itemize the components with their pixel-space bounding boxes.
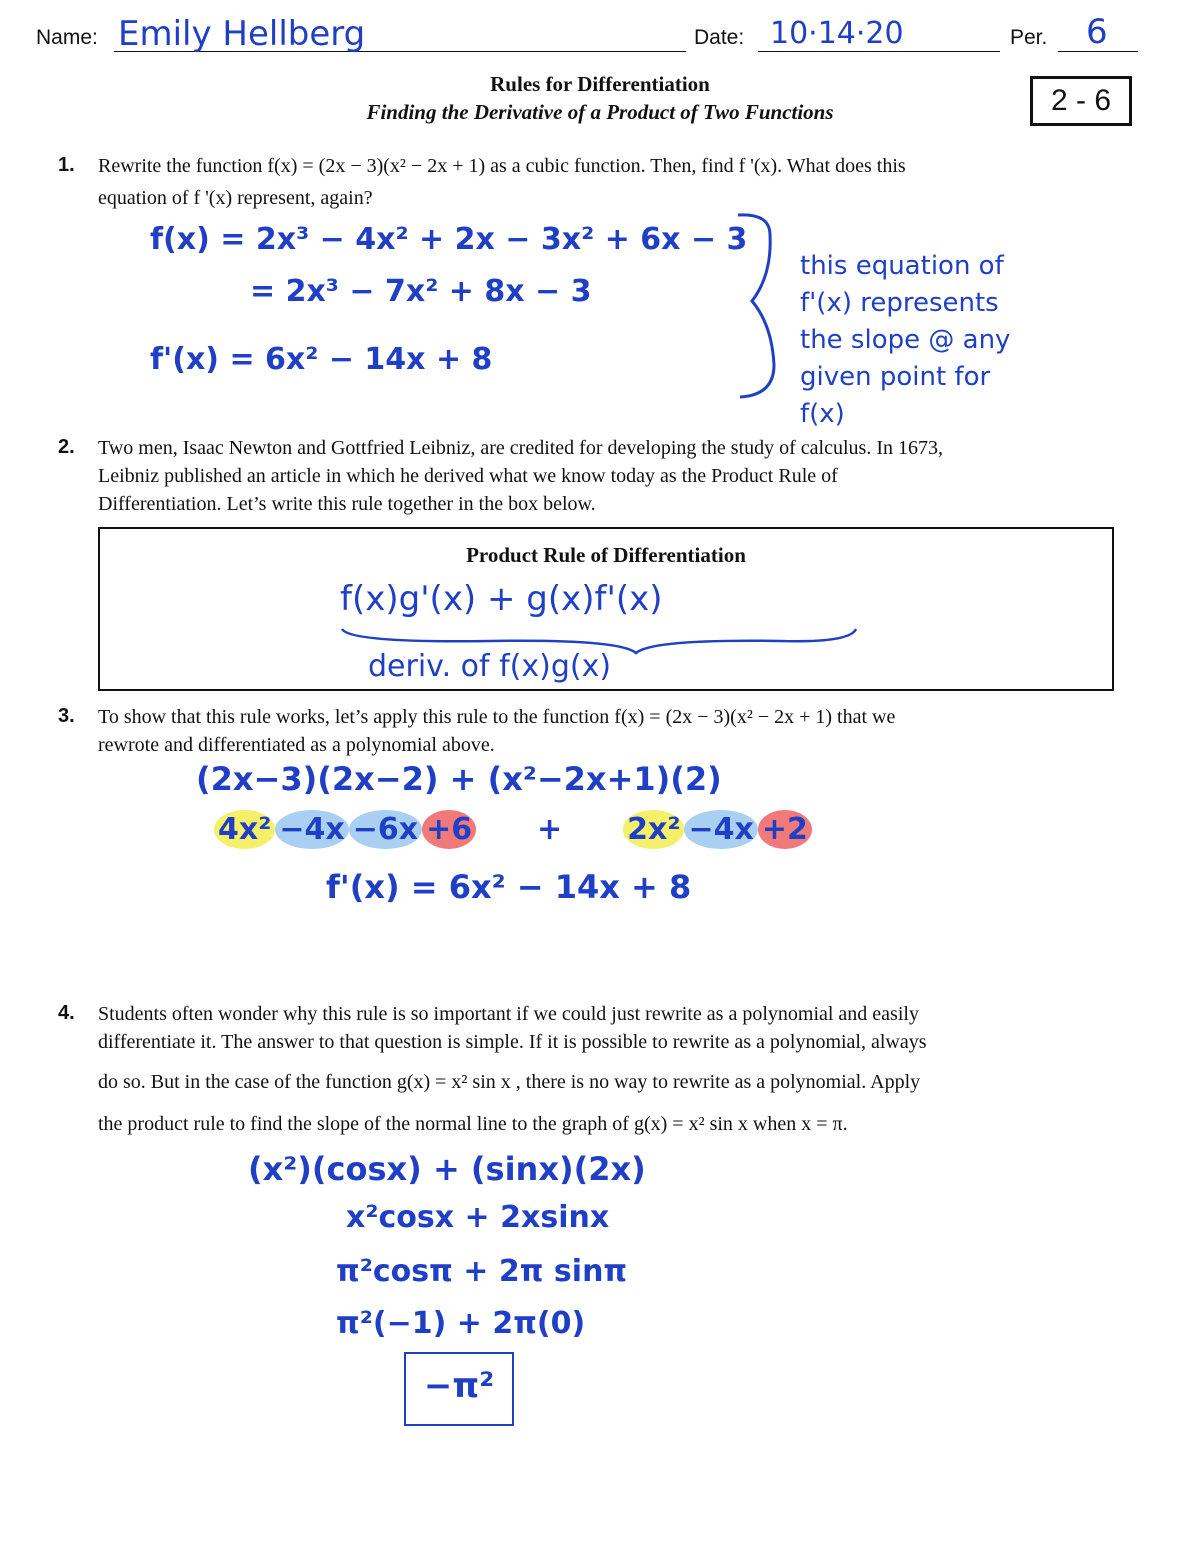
lesson-code-box <box>1030 76 1132 126</box>
highlighted-term: 2x² <box>623 810 684 849</box>
product-rule-box <box>98 527 1114 691</box>
period-label: Per. <box>1010 26 1048 49</box>
name-label: Name: <box>36 26 98 49</box>
q3-text <box>98 703 1158 759</box>
q4-text-line: do so. But in the case of the function g(x) = x² sin x , there is no way to rewrite as a polynomial. Apply <box>98 1071 921 1093</box>
q3-terms-row <box>214 810 812 849</box>
brace-drawing <box>730 205 790 405</box>
q1-work-line: f(x) = 2x³ − 4x² + 2x − 3x² + 6x − 3 <box>150 222 748 257</box>
product-rule-title: Product Rule of Differentiation <box>466 543 746 567</box>
answer-box <box>404 1352 514 1426</box>
q3-text-line: rewrote and differentiated as a polynomial above. <box>98 734 495 756</box>
q4-text-line: Students often wonder why this rule is so important if we could just rewrite as a polynomial and easily <box>98 1003 919 1025</box>
q4-work-line: (x²)(cosx) + (sinx)(2x) <box>248 1150 646 1188</box>
q1-number: 1. <box>58 154 75 176</box>
q3-work-line: (2x−3)(2x−2) + (x²−2x+1)(2) <box>196 760 722 798</box>
date-line <box>758 51 1000 52</box>
q4-text <box>98 1000 1168 1138</box>
q3-result: f'(x) = 6x² − 14x + 8 <box>326 868 692 906</box>
q1-note-line: given point for <box>800 362 991 392</box>
answer-value: −π² <box>423 1366 495 1406</box>
date-value: 10·14·20 <box>770 16 904 51</box>
page-title: Rules for Differentiation <box>490 72 710 96</box>
highlighted-term: +6 <box>422 810 476 849</box>
highlighted-term: −6x <box>349 810 422 849</box>
q4-text-line: the product rule to find the slope of the normal line to the graph of g(x) = x² sin x when x = π. <box>98 1113 848 1135</box>
highlighted-term: −4x <box>275 810 348 849</box>
page-subtitle: Finding the Derivative of a Product of Two Functions <box>366 100 834 124</box>
q3-text-line: To show that this rule works, let’s apply this rule to the function f(x) = (2x − 3)(x² − 2x + 1) that we <box>98 706 896 728</box>
q4-work-line: π²cosπ + 2π sinπ <box>336 1254 628 1289</box>
q1-work-line: = 2x³ − 7x² + 8x − 3 <box>250 274 592 309</box>
q3-number: 3. <box>58 705 75 727</box>
date-label: Date: <box>694 26 745 49</box>
q1-work-line: f'(x) = 6x² − 14x + 8 <box>150 342 493 377</box>
q1-note-line: this equation of <box>800 251 1004 281</box>
lesson-code: 2 - 6 <box>1050 84 1112 117</box>
q2-text-line: Differentiation. Let’s write this rule together in the box below. <box>98 493 596 515</box>
highlighted-term: −4x <box>684 810 757 849</box>
q4-work-line: x²cosx + 2xsinx <box>346 1200 610 1235</box>
q1-note-line: f(x) <box>800 399 845 429</box>
q1-note-line: f'(x) represents <box>800 288 999 318</box>
q1-text-line: Rewrite the function f(x) = (2x − 3)(x² − 2x + 1) as a cubic function. Then, find f '(x). What does this <box>98 155 906 177</box>
q1-note <box>800 248 1010 433</box>
q1-text-line: equation of f '(x) represent, again? <box>98 187 373 209</box>
highlighted-term: +2 <box>758 810 812 849</box>
q4-number: 4. <box>58 1002 75 1024</box>
plus-sign: + <box>537 812 563 847</box>
period-value: 6 <box>1086 12 1108 52</box>
q2-text <box>98 434 1158 518</box>
name-value: Emily Hellberg <box>118 14 366 54</box>
q2-text-line: Two men, Isaac Newton and Gottfried Leibniz, are credited for developing the study of calculus. In 1673, <box>98 437 943 459</box>
q4-work-line: π²(−1) + 2π(0) <box>336 1306 586 1341</box>
q4-text-line: differentiate it. The answer to that question is simple. If it is possible to rewrite as a polynomial, always <box>98 1031 927 1053</box>
product-rule-formula: f(x)g'(x) + g(x)f'(x) <box>340 579 663 619</box>
q1-note-line: the slope @ any <box>800 325 1011 355</box>
q2-number: 2. <box>58 436 75 458</box>
highlighted-term: 4x² <box>214 810 275 849</box>
product-rule-note: deriv. of f(x)g(x) <box>368 649 612 684</box>
q1-text <box>98 152 1158 212</box>
q2-text-line: Leibniz published an article in which he derived what we know today as the Product Rule of <box>98 465 838 487</box>
